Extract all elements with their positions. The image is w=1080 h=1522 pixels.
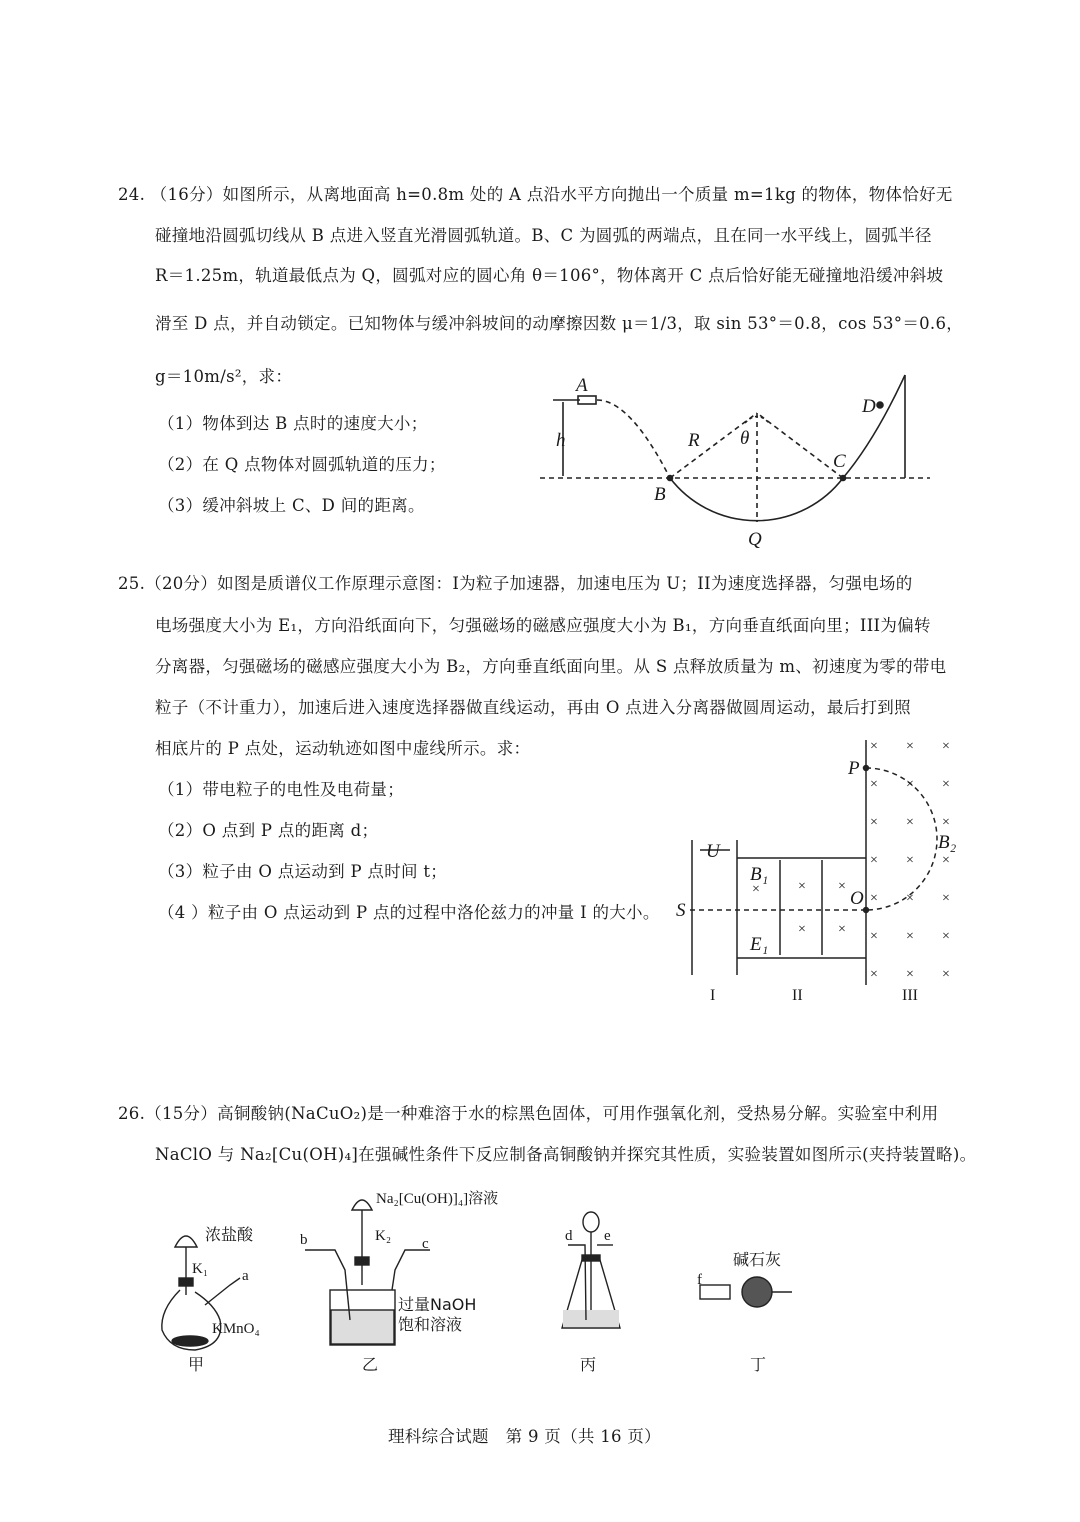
q25-figure xyxy=(690,740,937,985)
bing-label: e xyxy=(604,1228,611,1244)
yi-label: Na₂[Cu(OH)]₄]溶液 xyxy=(376,1191,499,1207)
q24-line: g＝10m/s²，求： xyxy=(155,367,293,386)
label-P: P xyxy=(848,758,860,779)
q25-line: 分离器，匀强磁场的磁感应强度大小为 B₂，方向垂直纸面向里。从 S 点释放质量为 m、初速度为零的带电 xyxy=(155,657,947,676)
yi-label: b xyxy=(300,1232,308,1248)
label-R: R xyxy=(688,430,700,451)
jia-label: a xyxy=(242,1268,249,1284)
label-h: h xyxy=(556,430,566,451)
q25-subquestion: （1）带电粒子的电性及电荷量； xyxy=(158,780,404,799)
label-C: C xyxy=(833,451,846,472)
cross-mark: × xyxy=(798,922,806,937)
cross-mark: × xyxy=(752,882,760,897)
apparatus-name: 甲 xyxy=(188,1355,205,1374)
label-D: D xyxy=(862,396,876,417)
cross-mark: × xyxy=(906,777,914,792)
cross-mark: × xyxy=(870,891,878,906)
q25-subquestion: （3）粒子由 O 点运动到 P 点时间 t； xyxy=(158,862,448,881)
q25-line: 粒子（不计重力），加速后进入速度选择器做直线运动，再由 O 点进入分离器做圆周运动，最后打到照 xyxy=(155,698,911,717)
cross-mark: × xyxy=(942,777,950,792)
cross-mark: × xyxy=(942,739,950,754)
label-B1: B₁ xyxy=(750,864,769,885)
label-O: O xyxy=(850,888,864,909)
yi-label: 饱和溶液 xyxy=(398,1315,463,1334)
q25-subquestion: （4 ）粒子由 O 点运动到 P 点的过程中洛伦兹力的冲量 I 的大小。 xyxy=(158,903,660,922)
q24-subquestion: （2）在 Q 点物体对圆弧轨道的压力； xyxy=(158,455,446,474)
q25-line: 相底片的 P 点处，运动轨迹如图中虚线所示。求： xyxy=(155,739,531,758)
cross-mark: × xyxy=(870,853,878,868)
label-E1: E₁ xyxy=(750,934,769,955)
q24-subquestion: （3）缓冲斜坡上 C、D 间的距离。 xyxy=(158,496,425,515)
cross-mark: × xyxy=(798,879,806,894)
label-Q: Q xyxy=(748,529,762,550)
yi-label: 过量NaOH xyxy=(398,1295,477,1314)
q24-line: 24. （16分）如图所示，从离地面高 h=0.8m 处的 A 点沿水平方向抛出一个质量 m=1kg 的物体，物体恰好无 xyxy=(118,185,953,204)
ding-label: 碱石灰 xyxy=(733,1250,782,1269)
page-footer: 理科综合试题 第 9 页（共 16 页） xyxy=(388,1427,661,1446)
cross-mark: × xyxy=(906,929,914,944)
cross-mark: × xyxy=(870,967,878,982)
jia-label: 浓盐酸 xyxy=(205,1225,254,1244)
cross-mark: × xyxy=(906,891,914,906)
label-S: S xyxy=(676,900,686,921)
yi-label: c xyxy=(422,1236,429,1252)
cross-mark: × xyxy=(906,739,914,754)
apparatus-ding xyxy=(700,1277,792,1307)
cross-mark: × xyxy=(906,853,914,868)
cross-mark: × xyxy=(906,815,914,830)
apparatus-name: 丁 xyxy=(750,1355,767,1374)
label-region-2: II xyxy=(792,987,803,1004)
q24-line: 碰撞地沿圆弧切线从 B 点进入竖直光滑圆弧轨道。B、C 为圆弧的两端点，且在同一水平线上，圆弧半径 xyxy=(155,226,932,245)
jia-label: K₁ xyxy=(192,1261,209,1277)
q25-subquestion: （2）O 点到 P 点的距离 d； xyxy=(158,821,379,840)
cross-mark: × xyxy=(942,815,950,830)
label-A: A xyxy=(576,375,588,396)
q26-line: 26.（15分）高铜酸钠(NaCuO₂)是一种难溶于水的棕黑色固体，可用作强氧化剂，受热易分解。实验室中利用 xyxy=(118,1104,939,1123)
cross-mark: × xyxy=(942,853,950,868)
cross-mark: × xyxy=(870,739,878,754)
cross-mark: × xyxy=(906,967,914,982)
jia-label: KMnO₄ xyxy=(212,1321,260,1337)
cross-mark: × xyxy=(942,967,950,982)
cross-mark: × xyxy=(870,777,878,792)
yi-label: K₂ xyxy=(375,1228,392,1244)
cross-mark: × xyxy=(942,891,950,906)
cross-mark: × xyxy=(838,922,846,937)
q24-subquestion: （1）物体到达 B 点时的速度大小； xyxy=(158,414,428,433)
q24-line: R＝1.25m，轨道最低点为 Q，圆弧对应的圆心角 θ＝106°，物体离开 C 点后恰好能无碰撞地沿缓冲斜坡 xyxy=(155,266,944,285)
ding-label: f xyxy=(697,1272,702,1288)
label-region-1: I xyxy=(710,987,716,1004)
label-B2: B₂ xyxy=(938,832,957,853)
apparatus-name: 丙 xyxy=(580,1355,597,1374)
q24-line: 滑至 D 点，并自动锁定。已知物体与缓冲斜坡间的动摩擦因数 μ＝1/3，取 sin 53°＝0.8，cos 53°＝0.6， xyxy=(155,314,964,333)
q26-line: NaClO 与 Na₂[Cu(OH)₄]在强碱性条件下反应制备高铜酸钠并探究其性质，实验装置如图所示(夹持装置略)。 xyxy=(155,1145,977,1164)
q25-line: 25.（20分）如图是质谱仪工作原理示意图：I为粒子加速器，加速电压为 U；II为速度选择器，匀强电场的 xyxy=(118,574,913,593)
cross-mark: × xyxy=(942,929,950,944)
q25-line: 电场强度大小为 E₁，方向沿纸面向下，匀强磁场的磁感应强度大小为 B₁，方向垂直纸面向里；III为偏转 xyxy=(155,616,931,635)
cross-mark: × xyxy=(870,929,878,944)
label-region-3: III xyxy=(902,987,918,1004)
bing-label: d xyxy=(565,1228,573,1244)
label-theta: θ xyxy=(740,428,750,449)
label-U: U xyxy=(706,841,720,862)
label-B: B xyxy=(654,484,666,505)
apparatus-name: 乙 xyxy=(362,1355,379,1374)
cross-mark: × xyxy=(870,815,878,830)
cross-mark: × xyxy=(838,879,846,894)
